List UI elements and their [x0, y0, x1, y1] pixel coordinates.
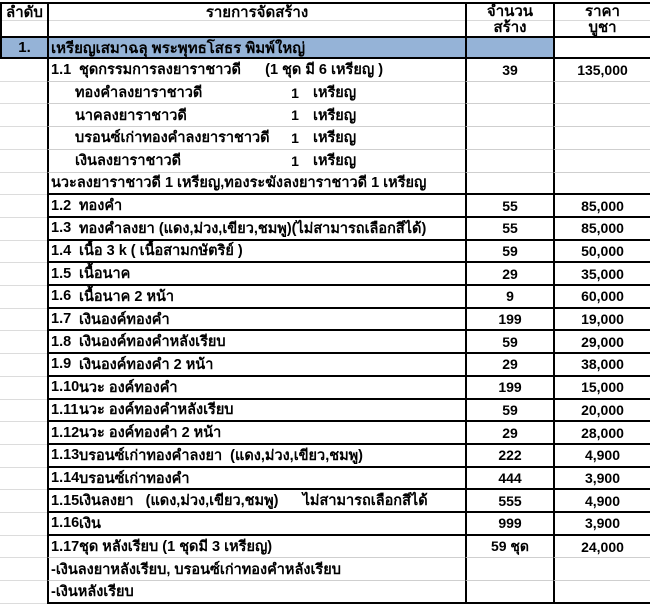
row-order-cell: [0, 241, 47, 264]
row-quantity-cell: [465, 581, 553, 604]
row-order-cell: [0, 354, 47, 377]
quantity-value: 29: [502, 356, 518, 373]
header-cell-quantity: [465, 4, 553, 38]
item-description: บรอนซ์เก่าทองคำ: [79, 470, 190, 487]
row-price-cell: [553, 127, 650, 150]
item-number: 1.15: [51, 492, 80, 509]
subitem-unit: เหรียญ: [313, 153, 357, 170]
table-row-item: [0, 490, 650, 513]
subitem-count: 1: [291, 129, 299, 146]
quantity-value: 999: [498, 515, 522, 532]
price-value: 135,000: [577, 61, 628, 78]
item-description: บรอนซ์เก่าทองคำลงยา (แดง,ม่วง,เขียว,ชมพู): [79, 447, 364, 464]
row-price-cell: [553, 195, 650, 218]
header-price-label-line2: บูชา: [588, 19, 617, 36]
note-text: -เงินหลังเรียบ: [51, 584, 134, 601]
item-number: 1.7: [51, 311, 72, 328]
price-value: 28,000: [581, 424, 624, 441]
item-description: เงิน: [79, 515, 101, 532]
row-description-cell: [47, 59, 465, 82]
item-number: 1.16: [51, 515, 80, 532]
row-order-cell: [0, 513, 47, 536]
subitem-count: 1: [291, 152, 299, 169]
row-order-cell: [0, 445, 47, 468]
subitem-unit: เหรียญ: [313, 85, 357, 102]
row-order-cell: [0, 309, 47, 332]
row-quantity-cell: [465, 309, 553, 332]
row-order-cell: [0, 422, 47, 445]
row-price-cell: [553, 536, 650, 559]
row-description-cell: [47, 218, 465, 241]
row-price-cell: [553, 286, 650, 309]
row-quantity-cell: [465, 263, 553, 286]
row-price-cell: [553, 377, 650, 400]
section-quantity-cell: [465, 38, 553, 59]
row-order-cell: [0, 218, 47, 241]
row-quantity-cell: [465, 377, 553, 400]
item-number: 1.6: [51, 288, 72, 305]
row-quantity-cell: [465, 173, 553, 196]
price-value: 15,000: [581, 379, 624, 396]
row-price-cell: [553, 263, 650, 286]
subitem-count: 1: [291, 84, 299, 101]
header-cell-item: [47, 4, 465, 38]
row-description-cell: [47, 173, 465, 196]
quantity-value: 555: [498, 492, 522, 509]
row-order-cell: [0, 104, 47, 127]
header-order-label: ลำดับ: [6, 4, 43, 21]
table-row-item: [0, 445, 650, 468]
table-row-item: [0, 400, 650, 423]
row-quantity-cell: [465, 490, 553, 513]
row-order-cell: [0, 195, 47, 218]
row-price-cell: [553, 82, 650, 105]
subitem-count: 1: [291, 107, 299, 124]
quantity-value: 55: [502, 220, 518, 237]
table-row-item: [0, 309, 650, 332]
quantity-value: 55: [502, 197, 518, 214]
note-text: -เงินลงยาหลังเรียบ, บรอนซ์เก่าทองคำหลังเรียบ: [51, 561, 341, 578]
row-description-cell: [47, 400, 465, 423]
row-description-cell: [47, 354, 465, 377]
price-value: 3,900: [584, 470, 621, 486]
price-value: 4,900: [584, 492, 621, 509]
item-number: 1.14: [51, 470, 80, 486]
row-price-cell: [553, 104, 650, 127]
row-description-cell: [47, 331, 465, 354]
item-description: ทองคำ: [79, 198, 123, 215]
item-number: 1.12: [51, 424, 80, 441]
item-number: 1.17: [51, 538, 80, 555]
item-description: เงินลงยา (แดง,ม่วง,เขียว,ชมพู) ไม่สามารถเลือกสีได้: [79, 493, 428, 510]
row-order-cell: [0, 127, 47, 150]
row-quantity-cell: [465, 241, 553, 264]
item-number: 1.5: [51, 265, 72, 282]
subitem-description: บรอนซ์เก่าทองคำลงยาราชาวดี: [75, 130, 270, 147]
row-order-cell: [0, 558, 47, 581]
row-quantity-cell: [465, 127, 553, 150]
row-order-cell: [0, 331, 47, 354]
header-quantity-label-line2: สร้าง: [493, 19, 527, 36]
quantity-value: 222: [498, 447, 522, 464]
row-order-cell: [0, 263, 47, 286]
item-description: นวะ องค์ทองคำหลังเรียบ: [79, 402, 234, 419]
table-row-item: [0, 468, 650, 491]
row-price-cell: [553, 173, 650, 196]
row-price-cell: [553, 150, 650, 173]
row-order-cell: [0, 536, 47, 559]
row-description-cell: [47, 195, 465, 218]
item-description: เงินองค์ทองคำหลังเรียบ: [79, 334, 226, 351]
item-number: 1.11: [51, 401, 79, 418]
row-price-cell: [553, 558, 650, 581]
table-row-note: [0, 581, 650, 604]
table-body: [0, 59, 650, 604]
row-description-cell: [47, 241, 465, 264]
table-row-subitem: [0, 150, 650, 173]
quantity-value: 29: [502, 265, 518, 282]
item-number: 1.13: [51, 447, 80, 464]
quantity-value: 59: [502, 333, 518, 350]
item-description: เงินองค์ทองคำ: [79, 311, 170, 328]
item-description: ทองคำลงยา (แดง,ม่วง,เขียว,ชมพู)(ไม่สามารถเลือกสีได้): [79, 220, 427, 237]
row-price-cell: [553, 581, 650, 604]
header-cell-order: [0, 4, 47, 38]
amulet-price-table: [0, 2, 650, 604]
row-description-cell: [47, 127, 465, 150]
header-item-label: รายการจัดสร้าง: [205, 4, 309, 21]
row-price-cell: [553, 422, 650, 445]
row-order-cell: [0, 490, 47, 513]
section-price-cell: [553, 38, 650, 59]
price-value: 20,000: [581, 401, 624, 418]
table-row-item: [0, 422, 650, 445]
item-number: 1.1: [51, 61, 72, 78]
header-cell-price: [553, 4, 650, 38]
row-order-cell: [0, 581, 47, 604]
row-price-cell: [553, 354, 650, 377]
price-value: 24,000: [581, 538, 624, 555]
table-row-item: [0, 59, 650, 82]
table-row-item: [0, 331, 650, 354]
item-number: 1.3: [51, 220, 72, 237]
row-price-cell: [553, 241, 650, 264]
quantity-value: 199: [498, 311, 522, 328]
item-description: นวะ องค์ทองคำ: [79, 379, 178, 396]
item-description: นวะ องค์ทองคำ 2 หน้า: [79, 425, 222, 442]
table-row-subitem: [0, 127, 650, 150]
quantity-value: 39: [502, 61, 518, 78]
price-value: 50,000: [581, 242, 624, 259]
row-quantity-cell: [465, 195, 553, 218]
item-number: 1.4: [51, 242, 72, 259]
row-price-cell: [553, 513, 650, 536]
row-order-cell: [0, 150, 47, 173]
quantity-value: 444: [498, 470, 522, 486]
subitem-unit: เหรียญ: [313, 107, 357, 124]
section-header-row: [0, 38, 650, 59]
quantity-value: 29: [502, 424, 518, 441]
table-row-subitem: [0, 104, 650, 127]
row-quantity-cell: [465, 468, 553, 491]
row-price-cell: [553, 400, 650, 423]
row-price-cell: [553, 331, 650, 354]
row-quantity-cell: [465, 59, 553, 82]
price-value: 19,000: [581, 311, 624, 328]
row-quantity-cell: [465, 400, 553, 423]
price-value: 85,000: [581, 220, 624, 237]
row-description-cell: [47, 82, 465, 105]
row-description-cell: [47, 422, 465, 445]
table-row-item: [0, 218, 650, 241]
row-quantity-cell: [465, 445, 553, 468]
item-description: ชุด หลังเรียบ (1 ชุดมี 3 เหรียญ): [79, 539, 273, 556]
table-row-note: [0, 558, 650, 581]
row-price-cell: [553, 309, 650, 332]
header-quantity-label-line1: จำนวน: [486, 4, 534, 20]
table-row-item: [0, 513, 650, 536]
quantity-value: 59 ชุด: [490, 537, 530, 554]
section-title: เหรียญเสมาฉลุ พระพุทธโสธร พิมพ์ใหญ่: [51, 39, 305, 57]
row-price-cell: [553, 468, 650, 491]
row-price-cell: [553, 59, 650, 82]
row-order-cell: [0, 400, 47, 423]
row-quantity-cell: [465, 513, 553, 536]
section-number: 1.: [18, 39, 31, 56]
row-quantity-cell: [465, 536, 553, 559]
price-value: 29,000: [581, 333, 624, 350]
table-row-item: [0, 286, 650, 309]
row-description-cell: [47, 490, 465, 513]
item-description: เนื้อนาค: [79, 266, 131, 283]
row-quantity-cell: [465, 82, 553, 105]
quantity-value: 9: [506, 288, 514, 305]
row-quantity-cell: [465, 354, 553, 377]
row-description-cell: [47, 445, 465, 468]
subitem-unit: เหรียญ: [313, 130, 357, 147]
price-value: 4,900: [584, 447, 621, 464]
row-price-cell: [553, 490, 650, 513]
row-description-cell: [47, 536, 465, 559]
subitem-description: เงินลงยาราชาวดี: [75, 153, 182, 170]
table-row-item: [0, 536, 650, 559]
price-value: 60,000: [581, 288, 624, 305]
price-value: 35,000: [581, 265, 624, 282]
row-description-cell: [47, 104, 465, 127]
row-description-cell: [47, 150, 465, 173]
item-description: เงินองค์ทองคำ 2 หน้า: [79, 357, 214, 373]
row-description-cell: [47, 263, 465, 286]
subitem-description: นาคลงยาราชาวดี: [75, 107, 187, 124]
header-price-label-line1: ราคา: [585, 4, 620, 20]
row-description-cell: [47, 286, 465, 309]
item-description: เนื้อ 3 k ( เนื้อสามกษัตริย์ ): [79, 243, 243, 260]
note-text: นวะลงยาราชาวดี 1 เหรียญ,ทองระฆังลงยาราชาวดี 1 เหรียญ: [51, 175, 427, 192]
row-price-cell: [553, 445, 650, 468]
item-description: เนื้อนาค 2 หน้า: [79, 288, 175, 305]
item-number: 1.10: [51, 379, 80, 396]
row-order-cell: [0, 468, 47, 491]
item-number: 1.8: [51, 333, 72, 350]
row-description-cell: [47, 581, 465, 604]
quantity-value: 59: [502, 401, 518, 418]
row-description-cell: [47, 309, 465, 332]
table-row-subitem: [0, 82, 650, 105]
table-row-note: [0, 173, 650, 196]
quantity-value: 199: [498, 379, 522, 396]
row-description-cell: [47, 558, 465, 581]
row-description-cell: [47, 468, 465, 491]
section-number-cell: [0, 38, 47, 59]
row-order-cell: [0, 173, 47, 196]
item-description: ชุดกรรมการลงยาราชาวดี (1 ชุด มี 6 เหรียญ ): [79, 62, 384, 79]
row-description-cell: [47, 377, 465, 400]
row-quantity-cell: [465, 422, 553, 445]
row-quantity-cell: [465, 286, 553, 309]
row-order-cell: [0, 59, 47, 82]
row-quantity-cell: [465, 150, 553, 173]
table-row-item: [0, 241, 650, 264]
table-row-item: [0, 263, 650, 286]
table-row-item: [0, 354, 650, 377]
subitem-description: ทองคำลงยาราชาวดี: [75, 85, 203, 102]
row-description-cell: [47, 513, 465, 536]
table-row-item: [0, 377, 650, 400]
section-title-cell: [47, 38, 465, 59]
table-row-item: [0, 195, 650, 218]
table-header-row: [0, 4, 650, 38]
row-quantity-cell: [465, 558, 553, 581]
item-number: 1.2: [51, 197, 72, 214]
price-value: 38,000: [581, 356, 624, 373]
row-price-cell: [553, 218, 650, 241]
price-value: 3,900: [584, 515, 621, 532]
price-value: 85,000: [581, 197, 624, 214]
row-order-cell: [0, 377, 47, 400]
row-order-cell: [0, 82, 47, 105]
row-order-cell: [0, 286, 47, 309]
row-quantity-cell: [465, 218, 553, 241]
row-quantity-cell: [465, 331, 553, 354]
quantity-value: 59: [502, 242, 518, 259]
item-number: 1.9: [51, 356, 72, 373]
row-quantity-cell: [465, 104, 553, 127]
